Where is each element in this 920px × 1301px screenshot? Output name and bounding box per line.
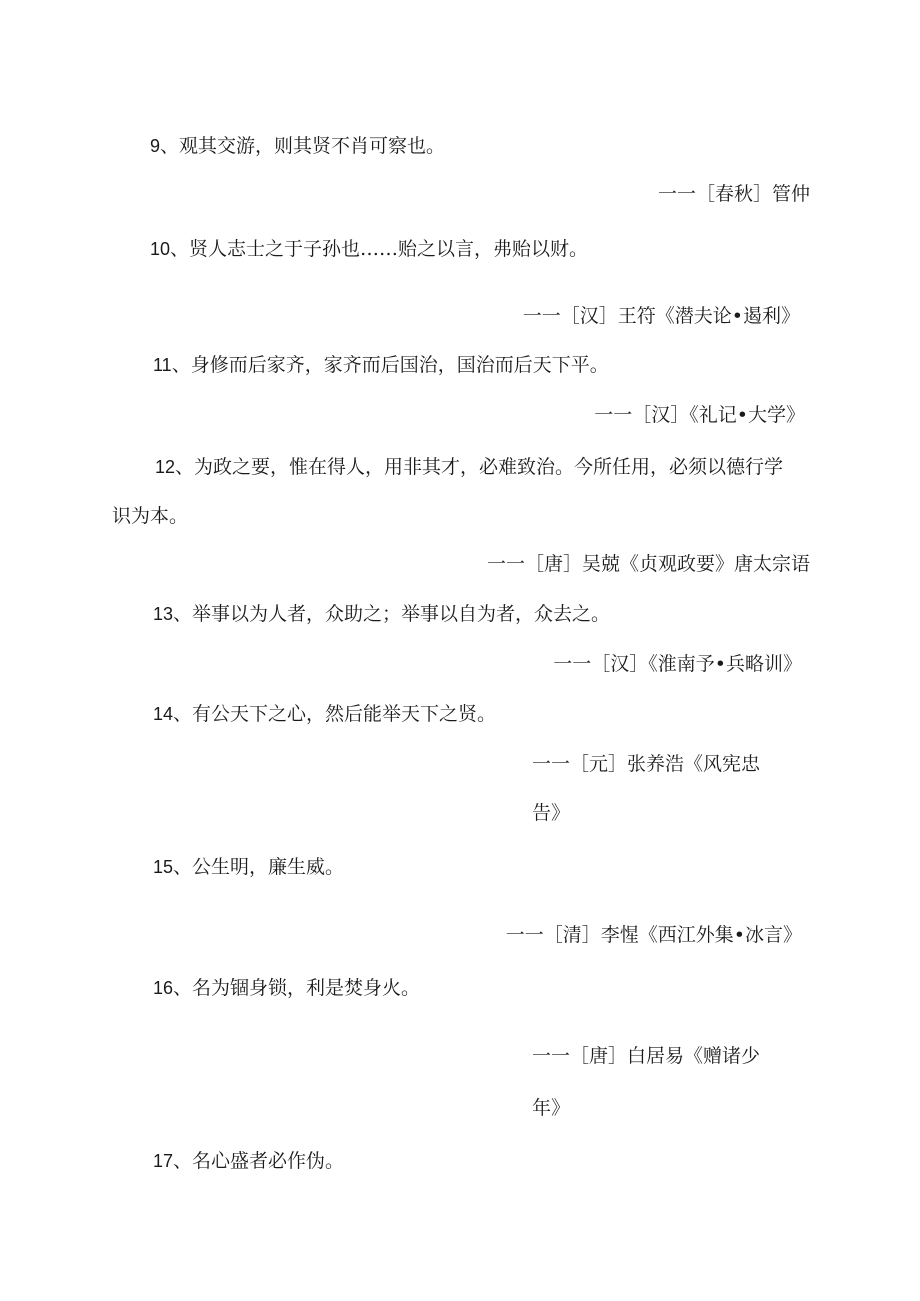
quote-source: 一一［唐］吴兢《贞观政要》唐太宗语 <box>486 553 810 575</box>
quote-source: 一一［清］李惺《西江外集•冰言》 <box>505 924 802 946</box>
quote-number: 9 <box>150 136 161 156</box>
quote-text: 、公生明，廉生威。 <box>173 856 345 878</box>
quote-number: 15 <box>153 857 174 877</box>
quote-number: 10 <box>150 239 171 259</box>
quote-line <box>153 975 420 1001</box>
quote-line <box>153 1148 344 1174</box>
quote-source-continuation: 年》 <box>532 1097 571 1119</box>
quote-number: 14 <box>153 704 174 724</box>
quote-text-continuation: 识为本。 <box>112 505 189 527</box>
quote-line <box>150 236 588 262</box>
quote-source: 一一［春秋］管仲 <box>657 183 810 205</box>
quote-text: 、有公天下之心，然后能举天下之贤。 <box>173 703 497 725</box>
quote-text: 、名为锢身锁，利是焚身火。 <box>173 977 421 999</box>
quote-source: 一一［元］张养浩《风宪忠 <box>532 753 761 775</box>
quote-number: 12 <box>155 457 176 477</box>
quote-source: 一一［汉］《淮南予•兵略训》 <box>553 653 802 675</box>
quote-line <box>155 454 783 480</box>
quote-line <box>150 133 445 159</box>
quote-number: 16 <box>153 978 174 998</box>
quote-line <box>153 601 610 627</box>
quote-line <box>153 352 609 378</box>
quote-text: 、为政之要，惟在得人，用非其才，必难致治。今所任用，必须以德行学 <box>175 456 784 478</box>
quote-source-continuation: 告》 <box>532 802 571 824</box>
quote-text: 、身修而后家齐，家齐而后国治，国治而后天下平。 <box>171 354 609 376</box>
quote-number: 17 <box>153 1151 174 1171</box>
quote-text: 、名心盛者必作伪。 <box>173 1150 345 1172</box>
quote-text: 、举事以为人者，众助之；举事以自为者，众去之。 <box>173 603 611 625</box>
quote-text: 、贤人志士之于子孙也……贻之以言，弗贻以财。 <box>170 238 589 260</box>
quote-number: 13 <box>153 604 174 624</box>
quote-number: 11 <box>153 355 172 375</box>
quote-source: 一一［汉］《礼记•大学》 <box>594 404 805 426</box>
quote-source: 一一［汉］王符《潜夫论•遏利》 <box>522 305 800 327</box>
quote-line <box>153 854 344 880</box>
quote-source: 一一［唐］白居易《赠诸少 <box>532 1045 761 1067</box>
quote-text: 、观其交游，则其贤不肖可察也。 <box>160 135 446 157</box>
quote-line <box>153 701 496 727</box>
